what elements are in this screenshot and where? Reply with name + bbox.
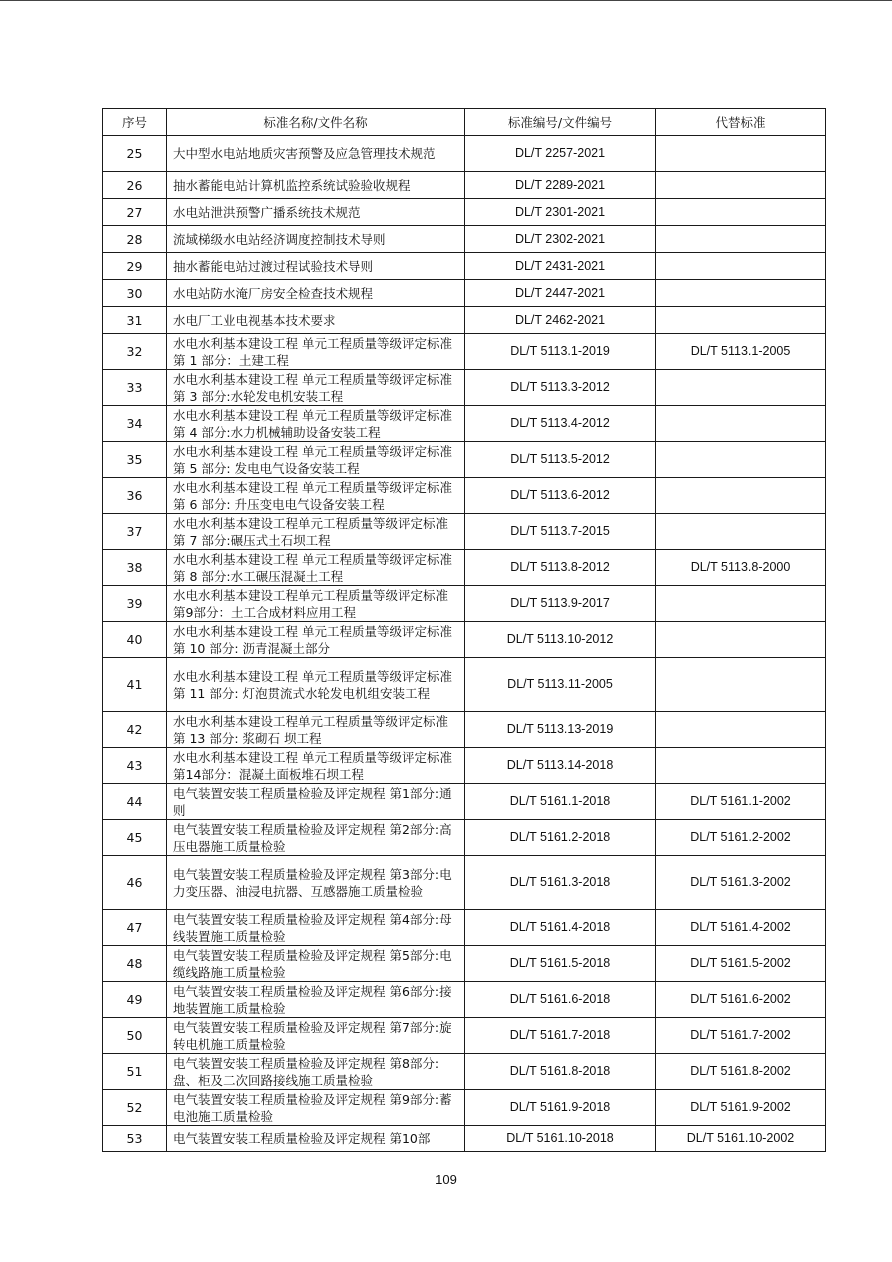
replaced-standard: DL/T 5161.3-2002	[656, 856, 826, 910]
replaced-standard	[656, 478, 826, 514]
standard-name: 水电水利基本建设工程单元工程质量等级评定标准第 7 部分:碾压式土石坝工程	[167, 514, 465, 550]
row-number: 33	[103, 370, 167, 406]
row-number: 35	[103, 442, 167, 478]
row-number: 53	[103, 1126, 167, 1152]
replaced-standard	[656, 253, 826, 280]
replaced-standard	[656, 748, 826, 784]
table-row	[103, 442, 826, 478]
row-number: 40	[103, 622, 167, 658]
standards-table	[102, 108, 826, 1152]
standard-code: DL/T 5113.10-2012	[465, 622, 656, 658]
row-number: 30	[103, 280, 167, 307]
top-border-line	[0, 0, 892, 1]
standard-name: 水电水利基本建设工程 单元工程质量等级评定标准 第 11 部分: 灯泡贯流式水轮发电机组安装工程	[167, 658, 465, 712]
replaced-standard: DL/T 5161.5-2002	[656, 946, 826, 982]
replaced-standard: DL/T 5161.10-2002	[656, 1126, 826, 1152]
standard-code: DL/T 5113.14-2018	[465, 748, 656, 784]
standard-code: DL/T 5161.10-2018	[465, 1126, 656, 1152]
table-row	[103, 784, 826, 820]
standard-name: 电气装置安装工程质量检验及评定规程 第10部	[167, 1126, 465, 1152]
table-row	[103, 406, 826, 442]
standard-name: 电气装置安装工程质量检验及评定规程 第8部分:盘、柜及二次回路接线施工质量检验	[167, 1054, 465, 1090]
header-name: 标准名称/文件名称	[167, 109, 465, 136]
replaced-standard: DL/T 5113.1-2005	[656, 334, 826, 370]
table-row	[103, 172, 826, 199]
replaced-standard	[656, 514, 826, 550]
standard-name: 电气装置安装工程质量检验及评定规程 第5部分:电缆线路施工质量检验	[167, 946, 465, 982]
replaced-standard: DL/T 5161.2-2002	[656, 820, 826, 856]
table-row	[103, 586, 826, 622]
table-row	[103, 280, 826, 307]
table-row	[103, 910, 826, 946]
standard-code: DL/T 5161.1-2018	[465, 784, 656, 820]
row-number: 25	[103, 136, 167, 172]
table-row	[103, 1054, 826, 1090]
row-number: 51	[103, 1054, 167, 1090]
standard-code: DL/T 2301-2021	[465, 199, 656, 226]
row-number: 34	[103, 406, 167, 442]
replaced-standard: DL/T 5113.8-2000	[656, 550, 826, 586]
replaced-standard	[656, 136, 826, 172]
row-number: 50	[103, 1018, 167, 1054]
standard-name: 水电水利基本建设工程 单元工程质量等级评定标准 第 1 部分：土建工程	[167, 334, 465, 370]
standard-code: DL/T 5113.1-2019	[465, 334, 656, 370]
row-number: 44	[103, 784, 167, 820]
standard-name: 水电水利基本建设工程 单元工程质量等级评定标准 第 10 部分: 沥青混凝土部分	[167, 622, 465, 658]
standard-name: 流域梯级水电站经济调度控制技术导则	[167, 226, 465, 253]
standard-code: DL/T 2302-2021	[465, 226, 656, 253]
table-body	[103, 136, 826, 1152]
table-row	[103, 1126, 826, 1152]
row-number: 37	[103, 514, 167, 550]
replaced-standard	[656, 172, 826, 199]
row-number: 32	[103, 334, 167, 370]
table-row	[103, 226, 826, 253]
standard-code: DL/T 5113.11-2005	[465, 658, 656, 712]
replaced-standard: DL/T 5161.1-2002	[656, 784, 826, 820]
page-number: 109	[435, 1172, 457, 1187]
standard-name: 水电水利基本建设工程 单元工程质量等级评定标准 第 8 部分:水工碾压混凝土工程	[167, 550, 465, 586]
table-row	[103, 982, 826, 1018]
standard-name: 水电水利基本建设工程单元工程质量等级评定标准 第 13 部分: 浆砌石 坝工程	[167, 712, 465, 748]
standard-name: 电气装置安装工程质量检验及评定规程 第4部分:母线装置施工质量检验	[167, 910, 465, 946]
standard-code: DL/T 2289-2021	[465, 172, 656, 199]
standard-code: DL/T 5161.6-2018	[465, 982, 656, 1018]
table-row	[103, 658, 826, 712]
standard-code: DL/T 5161.4-2018	[465, 910, 656, 946]
standard-name: 水电厂工业电视基本技术要求	[167, 307, 465, 334]
table-row	[103, 199, 826, 226]
standard-code: DL/T 5113.13-2019	[465, 712, 656, 748]
standard-name: 水电水利基本建设工程 单元工程质量等级评定标准 第 6 部分: 升压变电电气设备安装工程	[167, 478, 465, 514]
row-number: 41	[103, 658, 167, 712]
replaced-standard: DL/T 5161.4-2002	[656, 910, 826, 946]
standard-code: DL/T 5113.7-2015	[465, 514, 656, 550]
standard-name: 水电水利基本建设工程 单元工程质量等级评定标准 第 4 部分:水力机械辅助设备安装工程	[167, 406, 465, 442]
table-row	[103, 820, 826, 856]
standard-code: DL/T 5161.7-2018	[465, 1018, 656, 1054]
standard-code: DL/T 5113.5-2012	[465, 442, 656, 478]
replaced-standard: DL/T 5161.8-2002	[656, 1054, 826, 1090]
standard-code: DL/T 5113.6-2012	[465, 478, 656, 514]
table-row	[103, 334, 826, 370]
standard-name: 水电站防水淹厂房安全检查技术规程	[167, 280, 465, 307]
table-row	[103, 253, 826, 280]
standard-code: DL/T 2257-2021	[465, 136, 656, 172]
standard-code: DL/T 5161.2-2018	[465, 820, 656, 856]
row-number: 45	[103, 820, 167, 856]
row-number: 38	[103, 550, 167, 586]
replaced-standard	[656, 712, 826, 748]
standard-code: DL/T 5113.8-2012	[465, 550, 656, 586]
standard-name: 大中型水电站地质灾害预警及应急管理技术规范	[167, 136, 465, 172]
replaced-standard	[656, 199, 826, 226]
row-number: 39	[103, 586, 167, 622]
standard-name: 水电水利基本建设工程单元工程质量等级评定标准 第9部分：土工合成材料应用工程	[167, 586, 465, 622]
replaced-standard	[656, 622, 826, 658]
table-row	[103, 1090, 826, 1126]
table-row	[103, 856, 826, 910]
standard-code: DL/T 5161.3-2018	[465, 856, 656, 910]
row-number: 48	[103, 946, 167, 982]
row-number: 43	[103, 748, 167, 784]
table-header-row	[103, 109, 826, 136]
replaced-standard	[656, 658, 826, 712]
standard-name: 水电站泄洪预警广播系统技术规范	[167, 199, 465, 226]
standard-name: 抽水蓄能电站计算机监控系统试验验收规程	[167, 172, 465, 199]
table-row	[103, 370, 826, 406]
standard-name: 抽水蓄能电站过渡过程试验技术导则	[167, 253, 465, 280]
row-number: 47	[103, 910, 167, 946]
replaced-standard	[656, 406, 826, 442]
standard-name: 水电水利基本建设工程 单元工程质量等级评定标准 第 5 部分: 发电电气设备安装工程	[167, 442, 465, 478]
replaced-standard: DL/T 5161.7-2002	[656, 1018, 826, 1054]
standard-name: 水电水利基本建设工程 单元工程质量等级评定标准 第 3 部分:水轮发电机安装工程	[167, 370, 465, 406]
row-number: 46	[103, 856, 167, 910]
standard-name: 电气装置安装工程质量检验及评定规程 第6部分:接地装置施工质量检验	[167, 982, 465, 1018]
header-no: 序号	[103, 109, 167, 136]
standard-name: 电气装置安装工程质量检验及评定规程 第9部分:蓄电池施工质量检验	[167, 1090, 465, 1126]
table-row	[103, 748, 826, 784]
header-code: 标准编号/文件编号	[465, 109, 656, 136]
row-number: 31	[103, 307, 167, 334]
replaced-standard	[656, 442, 826, 478]
standard-code: DL/T 5161.8-2018	[465, 1054, 656, 1090]
row-number: 52	[103, 1090, 167, 1126]
replaced-standard	[656, 586, 826, 622]
table-row	[103, 946, 826, 982]
replaced-standard	[656, 226, 826, 253]
standard-code: DL/T 5113.3-2012	[465, 370, 656, 406]
table-row	[103, 136, 826, 172]
row-number: 42	[103, 712, 167, 748]
row-number: 26	[103, 172, 167, 199]
standard-code: DL/T 5113.4-2012	[465, 406, 656, 442]
standard-name: 水电水利基本建设工程 单元工程质量等级评定标准 第14部分：混凝土面板堆石坝工程	[167, 748, 465, 784]
replaced-standard: DL/T 5161.6-2002	[656, 982, 826, 1018]
row-number: 49	[103, 982, 167, 1018]
standard-code: DL/T 2431-2021	[465, 253, 656, 280]
replaced-standard	[656, 370, 826, 406]
standard-code: DL/T 2462-2021	[465, 307, 656, 334]
row-number: 29	[103, 253, 167, 280]
standard-name: 电气装置安装工程质量检验及评定规程 第1部分:通则	[167, 784, 465, 820]
row-number: 27	[103, 199, 167, 226]
table-row	[103, 550, 826, 586]
table-row	[103, 1018, 826, 1054]
header-replaces: 代替标准	[656, 109, 826, 136]
table-row	[103, 478, 826, 514]
row-number: 28	[103, 226, 167, 253]
table-row	[103, 514, 826, 550]
standard-name: 电气装置安装工程质量检验及评定规程 第2部分:高压电器施工质量检验	[167, 820, 465, 856]
table-row	[103, 307, 826, 334]
standard-name: 电气装置安装工程质量检验及评定规程 第3部分:电力变压器、油浸电抗器、互感器施工质量检验	[167, 856, 465, 910]
standard-code: DL/T 5161.9-2018	[465, 1090, 656, 1126]
standard-name: 电气装置安装工程质量检验及评定规程 第7部分:旋转电机施工质量检验	[167, 1018, 465, 1054]
standard-code: DL/T 2447-2021	[465, 280, 656, 307]
replaced-standard: DL/T 5161.9-2002	[656, 1090, 826, 1126]
replaced-standard	[656, 307, 826, 334]
table-row	[103, 622, 826, 658]
standard-code: DL/T 5161.5-2018	[465, 946, 656, 982]
standard-code: DL/T 5113.9-2017	[465, 586, 656, 622]
table-row	[103, 712, 826, 748]
row-number: 36	[103, 478, 167, 514]
replaced-standard	[656, 280, 826, 307]
